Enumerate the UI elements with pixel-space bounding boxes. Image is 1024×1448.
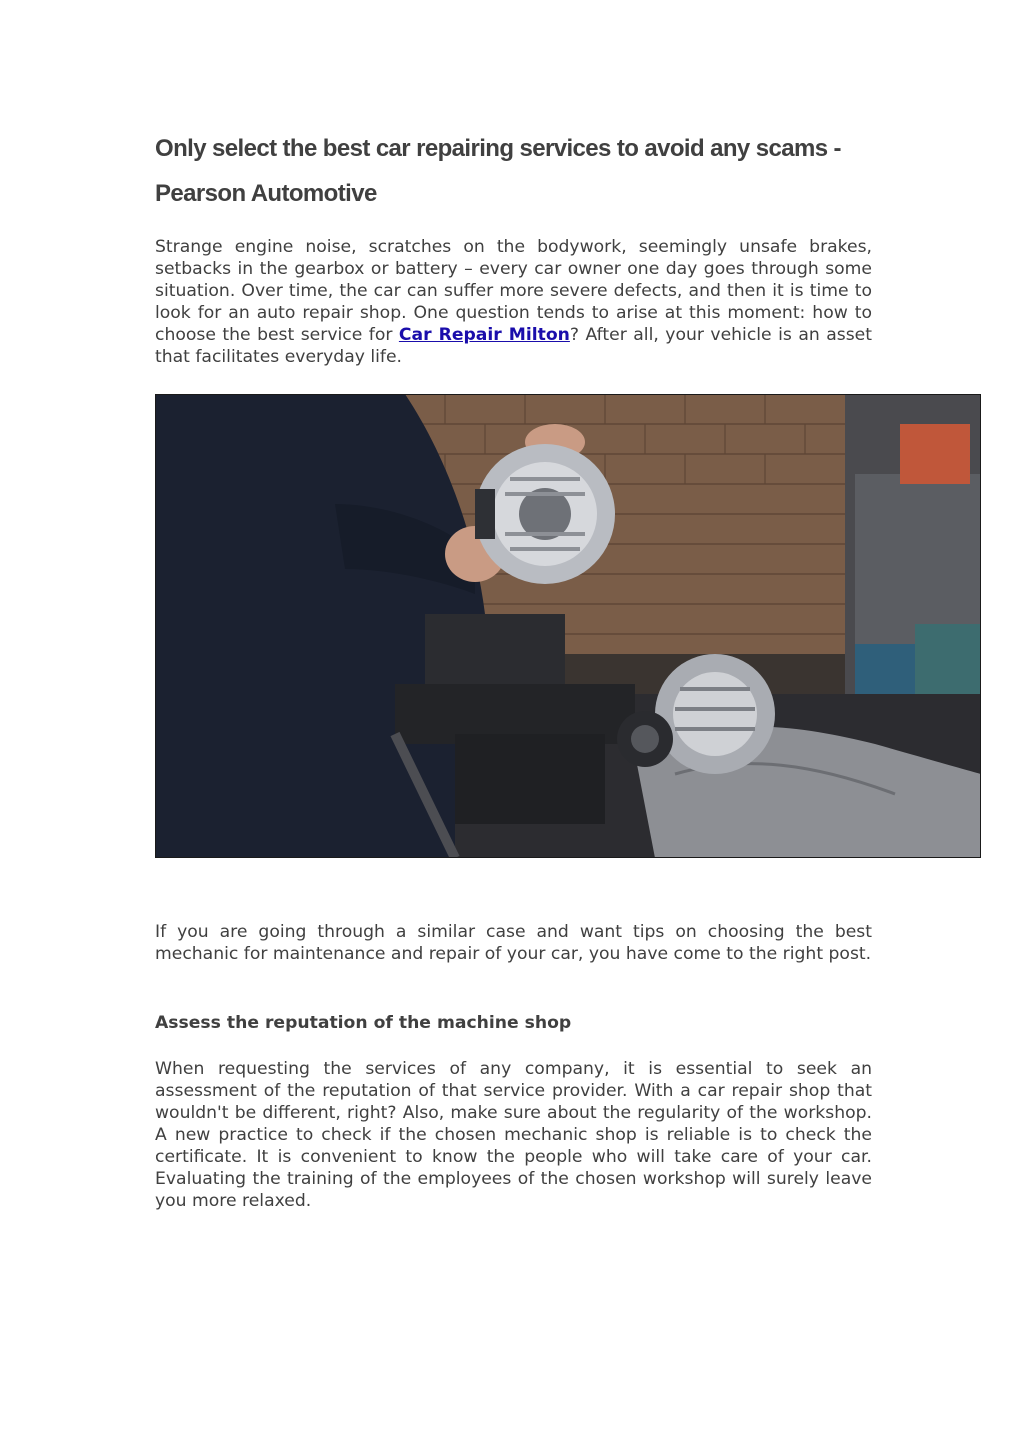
intro-paragraph: [155, 236, 872, 368]
article-title-line-2: Pearson Automotive: [155, 180, 377, 207]
section-heading-reputation: Assess the reputation of the machine shop: [155, 1013, 572, 1033]
intro-text-after-link: ? After all, your vehicle is an asset that facilitates everyday life.: [155, 325, 872, 367]
article-title: [155, 126, 915, 216]
car-repair-milton-link[interactable]: Car Repair Milton: [398, 325, 570, 345]
mechanic-alternator-photo: [155, 394, 981, 858]
tips-paragraph: If you are going through a similar case and want tips on choosing the best mechanic for maintenance and repair of your car, you have come to the right post.: [155, 922, 872, 964]
reputation-paragraph: When requesting the services of any company, it is essential to seek an assessment of the reputation of that service provider. With a car repair shop that wouldn't be different, right? Also, make sure about the regularity of the workshop. A new practice to check if the chosen mechanic shop is reliable is to check the certificate. It is convenient to know the people who will take care of your car. Evaluating the training of the employees of the chosen workshop will surely leave you more relaxed.: [155, 1059, 872, 1211]
article-title-line-1: Only select the best car repairing services to avoid any scams -: [155, 135, 841, 162]
intro-text-before-link: Strange engine noise, scratches on the bodywork, seemingly unsafe brakes, setbacks in the gearbox or battery – every car owner one day goes through some situation. Over time, the car can suffer more severe defects, and then it is time to look for an auto repair shop. One question tends to arise at this moment: how to choose the best service for: [155, 237, 872, 345]
